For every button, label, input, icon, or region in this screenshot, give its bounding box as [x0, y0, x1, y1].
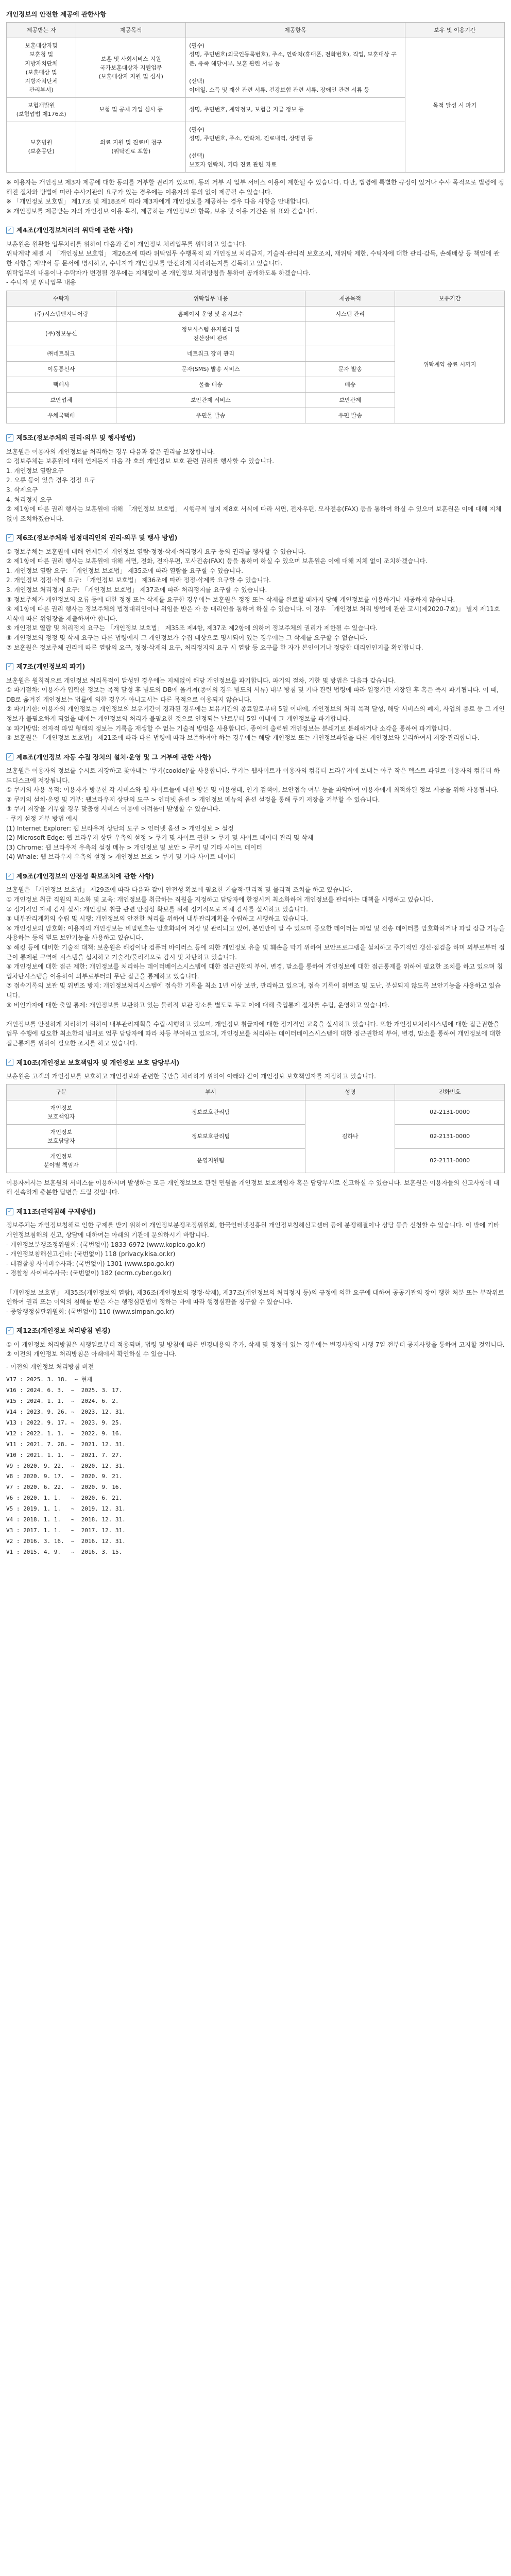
version-item[interactable]: V2 : 2016. 3. 16. ~ 2016. 12. 31.: [6, 1537, 126, 1545]
table-row: [7, 1100, 505, 1124]
officer-table: [6, 1084, 505, 1173]
section-title: [6, 1207, 505, 1216]
dept-cell: 정보보호관리팀: [116, 1100, 305, 1124]
table-row: [7, 1148, 505, 1173]
section-officer: [6, 1058, 505, 1197]
officer-table-header: [7, 1084, 505, 1100]
col-dept: 부서: [116, 1084, 305, 1100]
version-item[interactable]: V10 : 2021. 1. 1. ~ 2021. 7. 27.: [6, 1451, 123, 1459]
entrustment-table: [6, 291, 505, 423]
purpose-cell: [305, 346, 395, 361]
checkbox-icon: ✓: [6, 753, 13, 760]
section-policy-change: [6, 1326, 505, 1557]
purpose-cell: 우편 발송: [305, 408, 395, 423]
table-row: [7, 306, 505, 321]
section-body: ① 이 개인정보 처리방침은 시행일로부터 적용되며, 법령 및 방침에 따른 변경내용의 추가, 삭제 및 정정이 있는 경우에는 변경사항의 시행 7일 전부터 공지사항을 통하여 고지할 것입니다. ② 이전의 개인정보 처리방침은 아래에서 확인하실 수 있습니다.: [6, 1341, 505, 1358]
section-title: [6, 533, 505, 543]
task-cell: 우편물 발송: [116, 408, 305, 423]
col-recipient: 제공받는 자: [7, 23, 76, 38]
section-title: [6, 871, 505, 881]
purpose-cell: 의료 지원 및 진료비 청구 (위탁진료 포함): [76, 122, 186, 172]
version-item[interactable]: V1 : 2015. 4. 9. ~ 2016. 3. 15.: [6, 1548, 123, 1555]
section-body: 보훈원은 원활한 업무처리를 위하여 다음과 같이 개인정보 처리업무를 위탁하고 있습니다. 위탁계약 체결 시 「개인정보 보호법」 제26조에 따라 위탁업무 수행목적 외 개인정보 처리금지, 기술적·관리적 보호조치, 재위탁 제한, 수탁자에 대한 관리·감독, 손해배상 등 책임에 관한 사항을 계약서 등 문서에 명시하고, 수탁자가 개인정보를 안전하게 처리하는지를 감독하고 있습니다. 위탁업무의 내용이나 수탁자가 변경될 경우에는 지체없이 본 개인정보 처리방침을 통하여 공개하도록 하겠습니다. - 수탁자 및 위탁업무 내용: [6, 240, 500, 286]
checkbox-icon: ✓: [6, 434, 13, 442]
entrustment-table-header: [7, 291, 505, 306]
trustee-cell: (주)시스템엔지니어링: [7, 306, 116, 321]
phone-cell: 02-2131-0000: [395, 1100, 505, 1124]
section-title-text: 제8조(개인정보 자동 수집 장치의 설치·운영 및 그 거부에 관한 사항): [16, 753, 211, 761]
recipient-cell: 보험개발원 (보험업법 제176조): [7, 97, 76, 122]
task-cell: 문자(SMS) 발송 서비스: [116, 361, 305, 377]
version-item[interactable]: V6 : 2020. 1. 1. ~ 2020. 6. 21.: [6, 1495, 123, 1502]
section-title-text: 제10조(개인정보 보호책임자 및 개인정보 보호 담당부서): [16, 1058, 180, 1066]
section-title: [6, 433, 505, 443]
section-entrustment: [6, 225, 505, 423]
section-title-text: 제7조(개인정보의 파기): [16, 663, 86, 671]
section-title-text: 제11조(권익침해 구제방법): [16, 1208, 96, 1215]
checkbox-icon: ✓: [6, 663, 13, 670]
version-item[interactable]: V7 : 2020. 6. 22. ~ 2020. 9. 16.: [6, 1484, 123, 1491]
trustee-cell: 우체국택배: [7, 408, 116, 423]
col-trustee: 수탁자: [7, 291, 116, 306]
content: [0, 9, 511, 1558]
section-title-text: 제5조(정보주체의 권리·의무 및 행사방법): [16, 434, 136, 442]
purpose-cell: 배송: [305, 377, 395, 393]
section-title: [6, 1058, 505, 1067]
checkbox-icon: ✓: [6, 873, 13, 880]
phone-cell: 02-2131-0000: [395, 1148, 505, 1173]
version-item[interactable]: V15 : 2024. 1. 1. ~ 2024. 6. 2.: [6, 1398, 119, 1405]
trustee-cell: (주)정보통신: [7, 321, 116, 346]
retention-cell: 목적 달성 시 파기: [405, 38, 504, 173]
section-safety: [6, 871, 505, 1048]
section-title: [6, 662, 505, 671]
table-row: [7, 1124, 505, 1148]
provision-table-header: [7, 23, 505, 38]
section-title-text: 제4조(개인정보처리의 위탁에 관한 사항): [16, 226, 133, 234]
version-list-intro: - 이전의 개인정보 처리방침 버전: [6, 1363, 94, 1370]
section-body: 보훈원은 고객의 개인정보를 보호하고 개인정보와 관련한 불만을 처리하기 위하여 아래와 같이 개인정보 보호책임자를 지정하고 있습니다.: [6, 1072, 376, 1080]
type-cell: 개인정보 분야별 책임자: [7, 1148, 116, 1173]
version-item[interactable]: V5 : 2019. 1. 1. ~ 2019. 12. 31.: [6, 1505, 126, 1513]
section-remedy: [6, 1207, 505, 1316]
col-purpose: 제공목적: [305, 291, 395, 306]
trustee-cell: ㈜네트워크: [7, 346, 116, 361]
purpose-cell: 문자 발송: [305, 361, 395, 377]
type-cell: 개인정보 보호책임자: [7, 1100, 116, 1124]
section-body: 정보주체는 개인정보침해로 인한 구제를 받기 위하여 개인정보분쟁조정위원회, 한국인터넷진흥원 개인정보침해신고센터 등에 분쟁해결이나 상담 등을 신청할 수 있습니다. 이 밖에 기타 개인정보침해의 신고, 상담에 대하여는 아래의 기관에 문의하시기 바랍니다. - 개인정보분쟁조정위원회: (국번없이) 1833-6972 (www.kopico.go.kr) - 개인정보침해신고센터: (국번없이) 118 (privacy.kisa.or.kr) - 대검찰청 사이버수사과: (국번없이) 1301 (www.spo.go.kr) - 경찰청 사이버수사국: (국번없이) 182 (ecrm.cyber.go.kr) 「개인정보 보호법」 제35조(개인정보의 열람), 제36조(개인정보의 정정·삭제), 제37조(개인정보의 처리정지 등)의 규정에 의한 요구에 대하여 공공기관의 장이 행한 처분 또는 부작위로 인하여 권리 또는 이익의 침해를 받은 자는 행정심판법이 정하는 바에 따라 행정심판을 청구할 수 있습니다. - 중앙행정심판위원회: (국번없이) 110 (www.simpan.go.kr): [6, 1222, 504, 1315]
trustee-cell: 보안업체: [7, 393, 116, 408]
version-item[interactable]: V8 : 2020. 9. 17. ~ 2020. 9. 21.: [6, 1473, 123, 1480]
provision-table: [6, 22, 505, 173]
section-title: [6, 225, 505, 235]
checkbox-icon: ✓: [6, 1327, 13, 1334]
col-type: 구분: [7, 1084, 116, 1100]
col-name: 성명: [305, 1084, 395, 1100]
version-item[interactable]: V11 : 2021. 7. 28. ~ 2021. 12. 31.: [6, 1440, 126, 1448]
section-title-text: 제9조(개인정보의 안전성 확보조치에 관한 사항): [16, 872, 154, 880]
section-body: ① 정보주체는 보훈원에 대해 언제든지 개인정보 열람·정정·삭제·처리정지 요구 등의 권리를 행사할 수 있습니다. ② 제1항에 따른 권리 행사는 보훈원에 대해 서면, 전화, 전자우편, 모사전송(FAX) 등을 통하여 하실 수 있으며 보훈원은 이에 대해 지체 없이 조치하겠습니다. 1. 개인정보 열람 요구: 「개인정보 보호법」 제35조에 따라 열람을 요구할 수 있습니다. 2. 개인정보 정정·삭제 요구: 「개인정보 보호법」 제36조에 따라 정정·삭제를 요구할 수 있습니다. 3. 개인정보 처리정지 요구: 「개인정보 보호법」 제37조에 따라 처리정지를 요구할 수 있습니다. ③ 정보주체가 개인정보의 오류 등에 대한 정정 또는 삭제를 요구한 경우에는 보훈원은 정정 또는 삭제를 완료할 때까지 당해 개인정보를 이용하거나 제공하지 않습니다. ④ 제1항에 따른 권리 행사는 정보주체의 법정대리인이나 위임을 받은 자 등 대리인을 통하여 하실 수 있습니다. 이 경우 「개인정보 처리 방법에 관한 고시(제2020-7호)」 별지 제11호 서식에 따른 위임장을 제출하셔야 합니다. ⑤ 개인정보 열람 및 처리정지 요구는 「개인정보 보호법」 제35조 제4항, 제37조 제2항에 의하여 정보주체의 권리가 제한될 수 있습니다. ⑥ 개인정보의 정정 및 삭제 요구는 다른 법령에서 그 개인정보가 수집 대상으로 명시되어 있는 경우에는 그 삭제를 요구할 수 없습니다. ⑦ 보훈원은 정보주체 권리에 따른 열람의 요구, 정정·삭제의 요구, 처리정지의 요구 시 열람 등 요구를 한 자가 본인이거나 정당한 대리인인지를 확인합니다.: [6, 548, 500, 651]
version-item[interactable]: V4 : 2018. 1. 1. ~ 2018. 12. 31.: [6, 1516, 126, 1523]
items-cell: (필수) 성명, 주민번호, 주소, 연락처, 진료내역, 상병명 등 (선택) 보호자 연락처, 기타 진료 관련 자료: [186, 122, 405, 172]
task-cell: 네트워크 장비 관리: [116, 346, 305, 361]
task-cell: 물품 배송: [116, 377, 305, 393]
version-item[interactable]: V13 : 2022. 9. 17. ~ 2023. 9. 25.: [6, 1419, 123, 1427]
purpose-cell: 보훈 및 사회서비스 지원 국가보훈대상자 지원업무 (보훈대상자 지원 및 심사): [76, 38, 186, 97]
recipient-cell: 보훈대상자및 보훈청 및 지방자치단체 (보훈대상 및 지방자치단체 관리부서): [7, 38, 76, 97]
dept-cell: 정보보호관리팀: [116, 1124, 305, 1148]
trustee-cell: 이동통신사: [7, 361, 116, 377]
recipient-cell: 보훈병원 (보훈공단): [7, 122, 76, 172]
col-items: 제공항목: [186, 23, 405, 38]
purpose-cell: 보험 및 공제 가입 심사 등: [76, 97, 186, 122]
type-cell: 개인정보 보호담당자: [7, 1124, 116, 1148]
task-cell: 보안관제 서비스: [116, 393, 305, 408]
provision-note: ※ 이용자는 개인정보 제3자 제공에 대한 동의를 거부할 권리가 있으며, 동의 거부 시 일부 서비스 이용이 제한될 수 있습니다. 다만, 법령에 특별한 규정이 있거나 수사 목적으로 법령에 정해진 절차와 방법에 따라 수사기관의 요구가 있는 경우에는 이용자의 동의 없이 제공될 수 있습니다. ※ 「개인정보 보호법」 제17조 및 제18조에 따라 제3자에게 개인정보를 제공하는 경우 다음 사항을 안내합니다. ※ 개인정보를 제공받는 자의 개인정보 이용 목적, 제공하는 개인정보의 항목, 보유 및 이용 기간은 위 표와 같습니다.: [6, 179, 504, 215]
section-title: [6, 752, 505, 762]
checkbox-icon: ✓: [6, 227, 13, 234]
items-cell: 성명, 주민번호, 계약정보, 보험금 지급 정보 등: [186, 97, 405, 122]
version-item[interactable]: V17 : 2025. 3. 18. ~ 현재: [6, 1376, 92, 1383]
section-cookies: [6, 752, 505, 862]
col-purpose: 제공목적: [76, 23, 186, 38]
section-title: [6, 1326, 505, 1335]
col-phone: 전화번호: [395, 1084, 505, 1100]
col-retention: 보유 및 이용기간: [405, 23, 504, 38]
section-title-text: 제6조(정보주체와 법정대리인의 권리·의무 및 행사 방법): [16, 534, 178, 542]
col-task: 위탁업무 내용: [116, 291, 305, 306]
version-list: [6, 1375, 505, 1557]
section-body: 보훈원은 「개인정보 보호법」 제29조에 따라 다음과 같이 안전성 확보에 필요한 기술적·관리적 및 물리적 조치를 하고 있습니다. ① 개인정보 취급 직원의 최소화 및 교육: 개인정보를 취급하는 직원을 지정하고 담당자에 한정시켜 최소화하여 개인정보를 관리하는 대책을 시행하고 있습니다. ② 정기적인 자체 감사 실시: 개인정보 취급 관련 안정성 확보를 위해 정기적으로 자체 감사를 실시하고 있습니다. ③ 내부관리계획의 수립 및 시행: 개인정보의 안전한 처리를 위하여 내부관리계획을 수립하고 시행하고 있습니다. ④ 개인정보의 암호화: 이용자의 개인정보는 비밀번호는 암호화되어 저장 및 관리되고 있어, 본인만이 알 수 있으며 중요한 데이터는 파일 및 전송 데이터를 암호화하거나 파일 잠금 기능을 사용하는 등의 별도 보안기능을 사용하고 있습니다. ⑤ 해킹 등에 대비한 기술적 대책: 보훈원은 해킹이나 컴퓨터 바이러스 등에 의한 개인정보 유출 및 훼손을 막기 위하여 보안프로그램을 설치하고 주기적인 갱신·점검을 하며 외부로부터 접근이 통제된 구역에 시스템을 설치하고 기술적/물리적으로 감시 및 차단하고 있습니다. ⑥ 개인정보에 대한 접근 제한: 개인정보를 처리하는 데이터베이스시스템에 대한 접근권한의 부여, 변경, 말소를 통하여 개인정보에 대한 접근통제를 위하여 필요한 조치를 하고 있으며 침입차단시스템을 이용하여 외부로부터의 무단 접근을 통제하고 있습니다. ⑦ 접속기록의 보관 및 위변조 방지: 개인정보처리시스템에 접속한 기록을 최소 1년 이상 보관, 관리하고 있으며, 접속 기록이 위변조 및 도난, 분실되지 않도록 보안기능을 사용하고 있습니다. ⑧ 비인가자에 대한 출입 통제: 개인정보를 보관하고 있는 물리적 보관 장소를 별도로 두고 이에 대해 출입통제 절차를 수립, 운영하고 있습니다. 개인정보를 안전하게 처리하기 위하여 내부관리계획을 수립·시행하고 있으며, 개인정보 취급자에 대한 정기적인 교육을 실시하고 있습니다. 또한 개인정보처리시스템에 대한 접근권한을 업무 수행에 필요한 최소한의 범위로 업무 담당자에 따라 차등 부여하고 있으며, 개인정보를 처리하는 데이터베이스시스템에 대한 접근권한의 부여, 변경, 말소를 통하여 개인정보에 대한 접근통제를 위하여 필요한 조치를 하고 있습니다.: [6, 886, 505, 1047]
task-cell: 정보시스템 유지관리 및 전산장비 관리: [116, 321, 305, 346]
col-period: 보유기간: [395, 291, 505, 306]
intro-subtitle: 개인정보의 안전한 제공에 관한사항: [6, 10, 107, 18]
trustee-cell: 택배사: [7, 377, 116, 393]
checkbox-icon: ✓: [6, 1208, 13, 1215]
section-rights-method: [6, 533, 505, 652]
version-item[interactable]: V9 : 2020. 9. 22. ~ 2020. 12. 31.: [6, 1462, 126, 1469]
version-item[interactable]: V14 : 2023. 9. 26. ~ 2023. 12. 31.: [6, 1409, 126, 1416]
name-cell: 김하나: [305, 1100, 395, 1173]
checkbox-icon: ✓: [6, 534, 13, 541]
items-cell: (필수) 성명, 주민번호(외국인등록번호), 주소, 연락처(휴대폰, 전화번호), 직업, 보훈대상 구분, 유족 해당여부, 보훈 관련 서류 등 (선택) 이메일, 소득 및 재산 관련 서류, 건강보험 관련 서류, 장애인 관련 서류 등: [186, 38, 405, 97]
purpose-cell: [305, 321, 395, 346]
section-body: 보훈원은 이용자의 개인정보를 처리하는 경우 다음과 같은 권리를 보장합니다. ① 정보주체는 보훈원에 대해 언제든지 다음 각 호의 개인정보 보호 관련 권리를 행사할 수 있습니다. 1. 개인정보 열람요구 2. 오류 등이 있을 경우 정정 요구 3. 삭제요구 4. 처리정지 요구 ② 제1항에 따른 권리 행사는 보훈원에 대해 「개인정보 보호법」 시행규칙 별지 제8호 서식에 따라 서면, 전자우편, 모사전송(FAX) 등을 통하여 하실 수 있으며 보훈원은 이에 대해 지체 없이 조치하겠습니다.: [6, 448, 502, 522]
checkbox-icon: ✓: [6, 1059, 13, 1066]
officer-note: 이용자께서는 보훈원의 서비스를 이용하시며 발생하는 모든 개인정보보호 관련 민원을 개인정보 보호책임자 혹은 담당부서로 신고하실 수 있습니다. 보훈원은 이용자들의 신고사항에 대해 신속하게 충분한 답변을 드릴 것입니다.: [6, 1179, 500, 1196]
period-cell: 위탁계약 종료 시까지: [395, 306, 505, 423]
phone-cell: 02-2131-0000: [395, 1124, 505, 1148]
section-body: 보훈원은 이용자의 정보를 수시로 저장하고 찾아내는 '쿠키(cookie)'를 사용합니다. 쿠키는 웹사이트가 이용자의 컴퓨터 브라우저에 보내는 아주 작은 텍스트 파일로 이용자의 컴퓨터 하드디스크에 저장됩니다. ① 쿠키의 사용 목적: 이용자가 방문한 각 서비스와 웹 사이트들에 대한 방문 및 이용형태, 인기 검색어, 보안접속 여부 등을 파악하여 이용자에게 최적화된 정보 제공을 위해 사용됩니다. ② 쿠키의 설치·운영 및 거부: 웹브라우저 상단의 도구 > 인터넷 옵션 > 개인정보 메뉴의 옵션 설정을 통해 쿠키 저장을 거부할 수 있습니다. ③ 쿠키 저장을 거부할 경우 맞춤형 서비스 이용에 어려움이 발생할 수 있습니다. - 쿠키 설정 거부 방법 예시 (1) Internet Explorer: 웹 브라우저 상단의 도구 > 인터넷 옵션 > 개인정보 > 설정 (2) Microsoft Edge: 웹 브라우저 상단 우측의 설정 > 쿠키 및 사이트 권한 > 쿠키 및 사이트 데이터 관리 및 삭제 (3) Chrome: 웹 브라우저 우측의 설정 메뉴 > 개인정보 및 보안 > 쿠키 및 기타 사이트 데이터 (4) Whale: 웹 브라우저 우측의 설정 > 개인정보 보호 > 쿠키 및 기타 사이트 데이터: [6, 767, 500, 861]
section-title-text: 제12조(개인정보 처리방침 변경): [16, 1327, 111, 1335]
dept-cell: 운영지원팀: [116, 1148, 305, 1173]
version-item[interactable]: V3 : 2017. 1. 1. ~ 2017. 12. 31.: [6, 1527, 126, 1534]
version-item[interactable]: V12 : 2022. 1. 1. ~ 2022. 9. 16.: [6, 1430, 123, 1437]
version-item[interactable]: V16 : 2024. 6. 3. ~ 2025. 3. 17.: [6, 1387, 123, 1394]
section-body: 보훈원은 원칙적으로 개인정보 처리목적이 달성된 경우에는 지체없이 해당 개인정보를 파기합니다. 파기의 절차, 기한 및 방법은 다음과 같습니다. ① 파기절차: 이용자가 입력한 정보는 목적 달성 후 별도의 DB에 옮겨져(종이의 경우 별도의 서류) 내부 방침 및 기타 관련 법령에 따라 일정기간 저장된 후 혹은 즉시 파기됩니다. 이 때, DB로 옮겨진 개인정보는 법률에 의한 경우가 아니고서는 다른 목적으로 이용되지 않습니다. ② 파기기한: 이용자의 개인정보는 개인정보의 보유기간이 경과된 경우에는 보유기간의 종료일로부터 5일 이내에, 개인정보의 처리 목적 달성, 해당 서비스의 폐지, 사업의 종료 등 그 개인정보가 불필요하게 되었을 때에는 개인정보의 처리가 불필요한 것으로 인정되는 날로부터 5일 이내에 그 개인정보를 파기합니다. ③ 파기방법: 전자적 파일 형태의 정보는 기록을 재생할 수 없는 기술적 방법을 사용합니다. 종이에 출력된 개인정보는 분쇄기로 분쇄하거나 소각을 통하여 파기합니다. ④ 보훈원은 「개인정보 보호법」 제21조에 따라 다른 법령에 따라 보존하여야 하는 경우에는 해당 개인정보 또는 개인정보파일을 다른 개인정보와 분리하여서 저장·관리합니다.: [6, 676, 505, 742]
task-cell: 홈페이지 운영 및 유지보수: [116, 306, 305, 321]
table-row: [7, 38, 505, 97]
purpose-cell: 보안관제: [305, 393, 395, 408]
section-rights: [6, 433, 505, 523]
purpose-cell: 시스템 관리: [305, 306, 395, 321]
section-destruction: [6, 662, 505, 743]
